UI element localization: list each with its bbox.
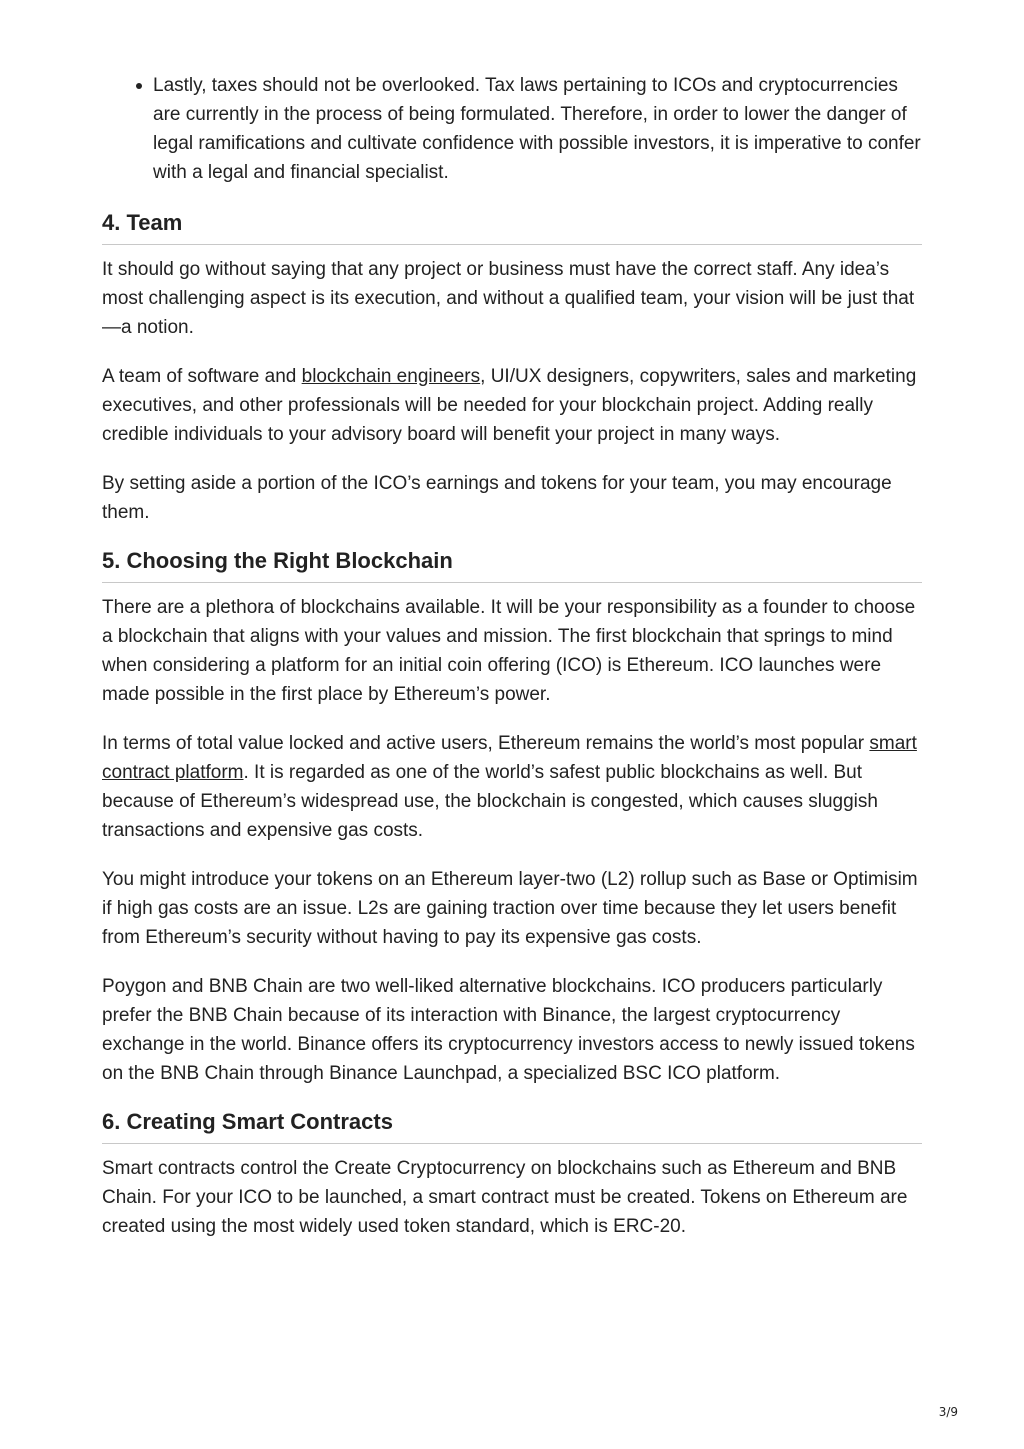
blockchain-paragraph-2 <box>102 729 922 845</box>
team-paragraph-2-text-after: , UI/UX designers, copywriters, sales and marketing executives, and other professionals will be needed for your blockchain project. Adding really credible individuals to your advisory board will benefit your project in many ways. <box>102 366 917 445</box>
team-paragraph-3: By setting aside a portion of the ICO’s earnings and tokens for your team, you may encourage them. <box>102 473 892 523</box>
smart-contract-platform-link[interactable]: smart contract platform <box>102 733 917 783</box>
page-number: 3/9 <box>938 1405 958 1419</box>
blockchain-paragraph-3: You might introduce your tokens on an Ethereum layer-two (L2) rollup such as Base or Optimisim if high gas costs are an issue. L2s are gaining traction over time because they let users benefit from Ethereum’s security without having to pay its expensive gas costs. <box>102 869 918 948</box>
section-smart-contracts <box>102 1108 922 1241</box>
section-body-blockchain <box>102 583 922 1088</box>
blockchain-paragraph-2-text-after: . It is regarded as one of the world’s safest public blockchains as well. But because of Ethereum’s widespread use, the blockchain is congested, which causes sluggish transactions and expensive gas costs. <box>102 762 878 841</box>
team-paragraph-1: It should go without saying that any project or business must have the correct staff. Any idea’s most challenging aspect is its execution, and without a qualified team, your vision will be just that—a notion. <box>102 259 915 338</box>
section-team <box>102 209 922 527</box>
section-body-team <box>102 245 922 527</box>
section-body-smart-contracts <box>102 1144 922 1241</box>
section-heading-blockchain: 5. Choosing the Right Blockchain <box>102 547 922 583</box>
blockchain-paragraph-4: Poygon and BNB Chain are two well-liked alternative blockchains. ICO producers particularly prefer the BNB Chain because of its interaction with Binance, the largest cryptocurrency exchange in the world. Binance offers its cryptocurrency investors access to newly issued tokens on the BNB Chain through Binance Launchpad, a specialized BSC ICO platform. <box>102 976 915 1084</box>
blockchain-paragraph-2-text-before: In terms of total value locked and active users, Ethereum remains the world’s most popular <box>102 733 870 754</box>
document-page <box>102 71 922 1261</box>
team-paragraph-2-text-before: A team of software and <box>102 366 302 387</box>
blockchain-engineers-link[interactable]: blockchain engineers <box>301 366 481 387</box>
contracts-paragraph-1: Smart contracts control the Create Cryptocurrency on blockchains such as Ethereum and BNB Chain. For your ICO to be launched, a smart contract must be created. Tokens on Ethereum are created using the most widely used token standard, which is ERC-20. <box>102 1158 908 1237</box>
blockchain-paragraph-1: There are a plethora of blockchains available. It will be your responsibility as a founder to choose a blockchain that aligns with your values and mission. The first blockchain that springs to mind when considering a platform for an initial coin offering (ICO) is Ethereum. ICO launches were made possible in the first place by Ethereum’s power. <box>102 597 916 705</box>
list-item: Lastly, taxes should not be overlooked. Tax laws pertaining to ICOs and cryptocurrencies are currently in the process of being formulated. Therefore, in order to lower the danger of legal ramifications and cultivate confidence with possible investors, it is imperative to confer with a legal and financial specialist. <box>153 71 922 187</box>
section-heading-team: 4. Team <box>102 209 922 245</box>
section-heading-smart-contracts: 6. Creating Smart Contracts <box>102 1108 922 1144</box>
section-blockchain <box>102 547 922 1088</box>
intro-bullet-list <box>102 71 922 187</box>
team-paragraph-2 <box>102 362 922 449</box>
